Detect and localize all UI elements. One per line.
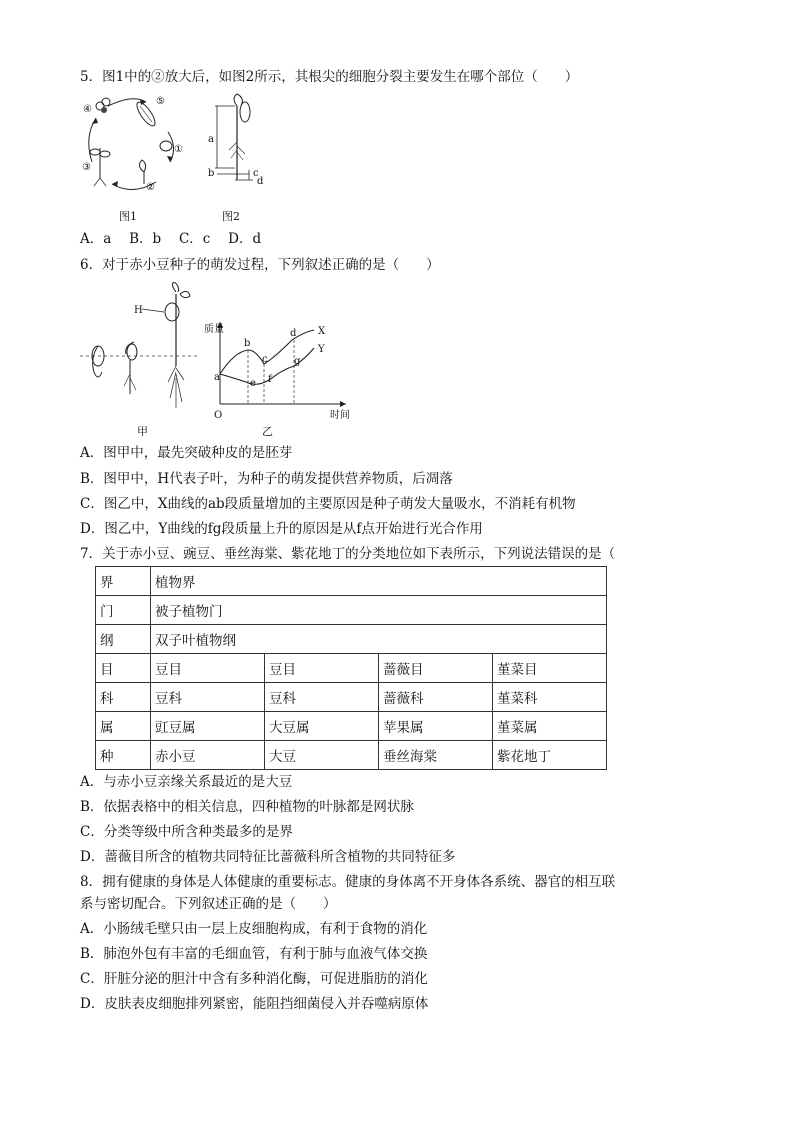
question-7-stem: 7．关于赤小豆、豌豆、垂丝海棠、紫花地丁的分类地位如下表所示，下列说法错误的是（ [80,546,616,562]
fig-yi-caption: 乙 [262,425,273,438]
table-row [96,683,607,712]
table-cell-value: 双子叶植物纲 [151,625,607,654]
fig-jia-label-H: H [134,305,143,316]
table-cell: 豆目 [151,654,265,683]
fig-yi-point-a: a [214,372,220,383]
question-6-option-b: B．图甲中，H代表子叶，为种子的萌发提供营养物质，后凋落 [80,471,453,487]
fig-yi-point-f: f [268,374,272,385]
table-cell-rank: 科 [96,683,151,712]
table-cell: 堇菜目 [493,654,607,683]
fig-yi-curve-X: X [318,326,326,337]
table-cell: 大豆属 [265,712,379,741]
table-cell: 堇菜科 [493,683,607,712]
question-5-options: A．a B．b C．c D．d [80,231,262,247]
table-cell-rank: 界 [96,567,151,596]
table-row [96,625,607,654]
table-cell: 苹果属 [379,712,493,741]
fig1-label-5: ⑤ [156,96,165,107]
figure-yi-mass-curve [200,318,356,422]
fig-yi-point-c: c [262,354,268,365]
question-8-option-d: D．皮肤表皮细胞排列紧密，能阻挡细菌侵入并吞噬病原体 [80,996,429,1012]
table-row [96,712,607,741]
table-cell-rank: 目 [96,654,151,683]
question-6-option-d: D．图乙中，Y曲线的fg段质量上升的原因是从f点开始进行光合作用 [80,521,483,537]
fig1-label-4: ④ [83,104,92,115]
table-cell: 堇菜属 [493,712,607,741]
fig-yi-point-e: e [250,378,256,389]
table-cell: 大豆 [265,741,379,770]
question-5-stem: 5．图1中的②放大后，如图2所示，其根尖的细胞分裂主要发生在哪个部位（ ） [80,69,579,85]
table-cell: 豇豆属 [151,712,265,741]
table-cell-value: 被子植物门 [151,596,607,625]
fig2-label-a: a [208,134,214,145]
fig-yi-point-b: b [244,338,251,349]
classification-table [95,566,607,770]
fig2-label-b: b [208,168,215,179]
question-7-option-a: A．与赤小豆亲缘关系最近的是大豆 [80,774,293,790]
question-6-option-c: C．图乙中，X曲线的ab段质量增加的主要原因是种子萌发大量吸水，不消耗有机物 [80,496,576,512]
table-cell-rank: 纲 [96,625,151,654]
fig2-label-d: d [257,176,264,187]
fig-yi-curve-Y: Y [318,344,325,355]
fig1-label-3: ③ [82,162,91,173]
fig-yi-point-d: d [290,328,297,339]
question-8-option-a: A．小肠绒毛壁只由一层上皮细胞构成，有利于食物的消化 [80,921,428,937]
fig1-label-2: ② [146,182,155,193]
figure-1-life-cycle [78,92,188,200]
table-cell: 蔷薇目 [379,654,493,683]
fig-yi-xlabel: 时间 [330,410,350,421]
fig-yi-ylabel: 质量 [204,324,224,335]
question-7-option-d: D．蔷薇目所含的植物共同特征比蔷薇科所含植物的共同特征多 [80,849,456,865]
table-cell: 垂丝海棠 [379,741,493,770]
fig-yi-point-g: g [294,356,301,367]
fig-jia-caption: 甲 [137,425,148,438]
fig-yi-origin: O [214,410,223,421]
table-cell: 蔷薇科 [379,683,493,712]
table-cell-rank: 门 [96,596,151,625]
table-cell-rank: 种 [96,741,151,770]
fig1-caption: 图1 [119,210,137,223]
question-6-option-a: A．图甲中，最先突破种皮的是胚芽 [80,445,293,461]
question-7-option-b: B．依据表格中的相关信息，四种植物的叶脉都是网状脉 [80,799,414,815]
figure-2-root-tip [205,92,275,200]
fig2-caption: 图2 [222,210,240,223]
table-row [96,654,607,683]
table-cell: 豆科 [151,683,265,712]
table-cell: 豆目 [265,654,379,683]
table-cell-rank: 属 [96,712,151,741]
fig2-label-c: c [253,168,259,179]
table-cell: 豆科 [265,683,379,712]
table-row [96,596,607,625]
table-cell-value: 植物界 [151,567,607,596]
figure-jia-germination [80,282,198,412]
question-8-stem-line2: 系与密切配合。下列叙述正确的是（ ） [80,896,337,912]
question-6-stem: 6．对于赤小豆种子的萌发过程，下列叙述正确的是（ ） [80,257,440,273]
table-cell: 紫花地丁 [493,741,607,770]
table-row [96,567,607,596]
question-8-option-b: B．肺泡外包有丰富的毛细血管，有利于肺与血液气体交换 [80,946,428,962]
question-8-stem-line1: 8．拥有健康的身体是人体健康的重要标志。健康的身体离不开身体各系统、器官的相互联 [80,874,616,890]
table-row [96,741,607,770]
question-8-option-c: C．肝脏分泌的胆汁中含有多种消化酶，可促进脂肪的消化 [80,971,428,987]
table-cell: 赤小豆 [151,741,265,770]
fig1-label-1: ① [174,144,183,155]
question-7-option-c: C．分类等级中所含种类最多的是界 [80,824,293,840]
